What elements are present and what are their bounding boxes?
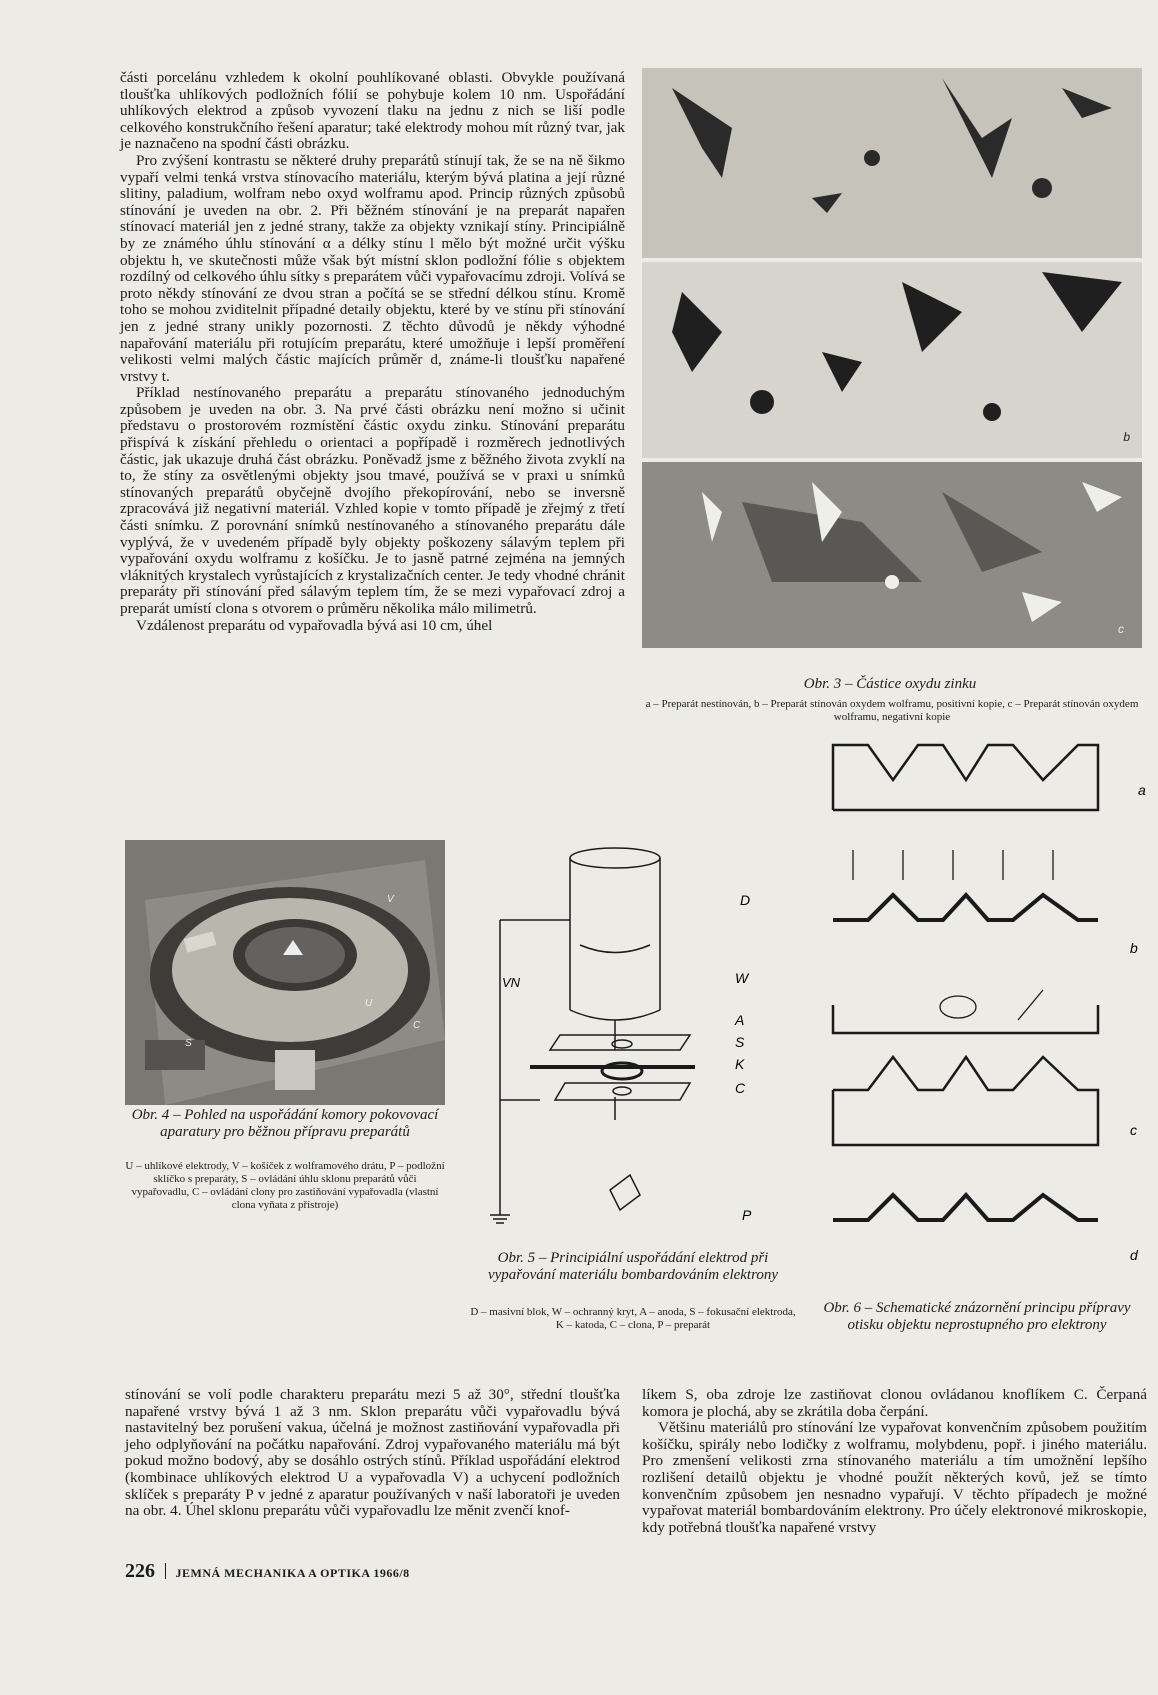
fig4-photo xyxy=(125,840,445,1105)
fig6-label: d xyxy=(1130,1247,1138,1263)
fig4-label: V xyxy=(387,894,394,905)
page-footer xyxy=(125,1560,410,1583)
fig3-panel-b-graphic xyxy=(642,262,1142,458)
fig3-panel-b xyxy=(642,262,1142,458)
fig5-label: VN xyxy=(502,975,521,990)
fig5-label: D xyxy=(740,892,751,908)
fig3-panel-a-graphic xyxy=(642,68,1142,258)
fig5-label: P xyxy=(742,1207,752,1223)
fig4-photo-graphic xyxy=(125,840,445,1105)
paragraph: líkem S, oba zdroje lze zastiňovat clonou ovládanou knoflíkem C. Čerpaná komora je plochá, aby se zkrátila doba čerpání. xyxy=(642,1386,1147,1420)
fig3-caption-text: a – Preparát nestínován, b – Preparát stínován oxydem wolframu, positivní kopie, c – Preparát stínován oxydem wolframu, negativní kopie xyxy=(645,698,1139,723)
fig3-panel-c-graphic xyxy=(642,462,1142,648)
footer-divider xyxy=(165,1563,166,1579)
paragraph: stínování se volí podle charakteru preparátu mezi 5 až 30°, střední tloušťka napařené vrstvy bývá 1 až 3 nm. Sklon preparátu vůči vypařovadlu bývá nastavitelný bez porušení vakua, účelná je možnost zastiňování vypařovadla při jeho odplyňování na počátku napařování. Zdroj vypařovaného materiálu má být pokud možno bodový, aby se dosáhlo ostrých stínů. Příklad uspořádání elektrod (kombinace uhlíkových elektrod U a vypařovadla V) a uchycení podložních sklíček s preparáty P v jedné z aparatur používaných v naší laboratoři je uveden na obr. 4. Úhel sklonu preparátu vůči vypařovadlu lze měnit zvenčí knof- xyxy=(125,1386,620,1520)
fig3-panel-label: c xyxy=(1118,622,1124,636)
paragraph: Pro zvýšení kontrastu se některé druhy preparátů stínují tak, že se na ně šikmo vypaří velmi tenká vrstva stínovacího materiálu, kterým bývá platina a její různé slitiny, paladium, wolfram nebo oxyd wolframu apod. Princip různých způsobů stínování je uveden na obr. 2. Při běžném stínování je na preparát napařen stínovací materiál jen z jedné strany, takže za objekty vznikají stíny. Principiálně by ze známého úhlu stínování α a délky stínu l mělo být možné určit výšku objektu h, ve skutečnosti může však být místní sklon podložní fólie s objektem rozdílný od celkového úhlu sítky s preparátem vůči vypařovacímu zdroji. Volívá se proto někdy stínování ze dvou stran a počítá se se střední délkou stínu. Kromě toho se mohou zviditelnit případné detaily objektu, které by ve stínu při stínování jen z jedné strany unikly pozornosti. Z těchto důvodů je někdy výhodné napařování materiálu při rotujícím preparátu, které umožňuje i lepší proměření velikosti velmi malých částic majících průměr d, známe-li tloušťku napařené vrstvy t. xyxy=(120,151,625,385)
paragraph: Příklad nestínovaného preparátu a preparátu stínovaného jednoduchým způsobem je uveden na obr. 3. Na prvé části obrázku není možno si učinit představu o prostorovém rozmístění částic oxydu zinku. Stínování preparátu přispívá k získání přehledu o orientaci a popřípadě i rozměrech jednotlivých částic, jak ukazuje druhá část obrázku. Poněvadž jsme z běžného života zvyklí na to, že stíny za osvětlenými objekty jsou tmavé, používá se v praxi u snímků stínovaných preparátů obyčejně dvojího překopírování, nebo se inversně zpracovává již negativní materiál. Vzhled kopie v tomto případě je zřejmý z třetí části snímku. Z porovnání snímků nestínovaného a stínovaného preparátu dále vyplývá, že v uvedeném případě byly objekty poškozeny sálavým teplem při vypařování oxydu wolframu z košíčku. Je to jasně patrné zejména na jemných vláknitých krystalech vyrůstajících z krystalizačních center. Je tedy vhodné chránit preparáty při stínování před sálavým teplem tím, že se mezi vypařovací zdroj a preparát umístí clona s otvorem o průměru několika málo milimetrů. xyxy=(120,384,625,617)
fig4-caption-title: Obr. 4 – Pohled na uspořádání komory pokovovací aparatury pro běžnou přípravu preparátů xyxy=(131,1107,439,1140)
journal-name: JEMNÁ MECHANIKA A OPTIKA 1966/8 xyxy=(175,1566,410,1580)
fig6-profiles xyxy=(833,745,1098,1220)
fig3-caption-title: Obr. 3 – Částice oxydu zinku xyxy=(803,676,977,692)
fig5-label: C xyxy=(735,1080,746,1096)
fig5-diagram xyxy=(480,835,800,1235)
fig5-label: A xyxy=(735,1012,745,1028)
left-column-text xyxy=(120,70,625,634)
paragraph: Vzdálenost preparátu od vypařovadla bývá asi 10 cm, úhel xyxy=(136,616,493,634)
fig5-caption-title: Obr. 5 – Principiální uspořádání elektrod při vypařování materiálu bombardováním elektrony xyxy=(487,1250,779,1283)
paragraph: části porcelánu vzhledem k okolní pouhlíkované oblasti. Obvykle používaná tloušťka uhlíkových podložních fólií se pohybuje kolem 10 nm. Uspořádání uhlíkových elektrod a způsob vyvození tlaku na jednu z nich se liší podle celkového konstrukčního řešení aparatur; také elektrody mohou mít různý tvar, jak je naznačeno na spodní části obrázku. xyxy=(120,69,625,153)
bottom-right-text xyxy=(642,1387,1147,1536)
fig3-panel-label: b xyxy=(1123,430,1130,444)
fig6-label: a xyxy=(1138,782,1146,798)
fig6-diagram xyxy=(818,735,1158,1275)
fig5-label: K xyxy=(735,1056,745,1072)
paragraph: Většinu materiálů pro stínování lze vypařovat konvenčním způsobem použitím košíčku, spirály nebo lodičky z wolframu, molybdenu, popř. i jiného materiálu. Pro zmenšení velikosti zrna stínovaného materiálu a tím umožnění lepšího rozlišení detailů objektu je vhodné použít některých kovů, jež se tímto konvenčním způsobem jen nesnadno vypařují. V těchto případech je možné vypařovat materiál bombardováním elektrony. Pro účely elektronové mikroskopie, kdy potřebná tloušťka napařené vrstvy xyxy=(642,1419,1147,1536)
bottom-left-text xyxy=(125,1387,620,1520)
fig3-panel-c xyxy=(642,462,1142,648)
fig4-caption-text: U – uhlíkové elektrody, V – košíček z wolframového drátu, P – podložní sklíčko s preparáty, S – ovládání úhlu sklonu preparátů vůči vypařovadlu, C – ovládání clony pro zastiňování vypařovadla (vlastní clona vyňata z přístroje) xyxy=(125,1160,445,1211)
fig6-label: c xyxy=(1130,1122,1137,1138)
fig5-label: S xyxy=(735,1034,745,1050)
fig4-label: U xyxy=(365,998,373,1009)
page-number: 226 xyxy=(125,1560,155,1582)
fig4-label: C xyxy=(413,1020,421,1031)
fig4-label: S xyxy=(185,1038,192,1049)
fig5-label: W xyxy=(735,970,749,986)
fig5-caption-text: D – masivní blok, W – ochranný kryt, A – anoda, S – fokusační elektroda, K – katoda, C – clona, P – preparát xyxy=(470,1306,796,1331)
fig6-caption: Obr. 6 – Schematické znázornění principu přípravy otisku objektu neprostupného pro elektrony xyxy=(823,1300,1131,1333)
fig3-panel-a xyxy=(642,68,1142,258)
fig6-label: b xyxy=(1130,940,1138,956)
